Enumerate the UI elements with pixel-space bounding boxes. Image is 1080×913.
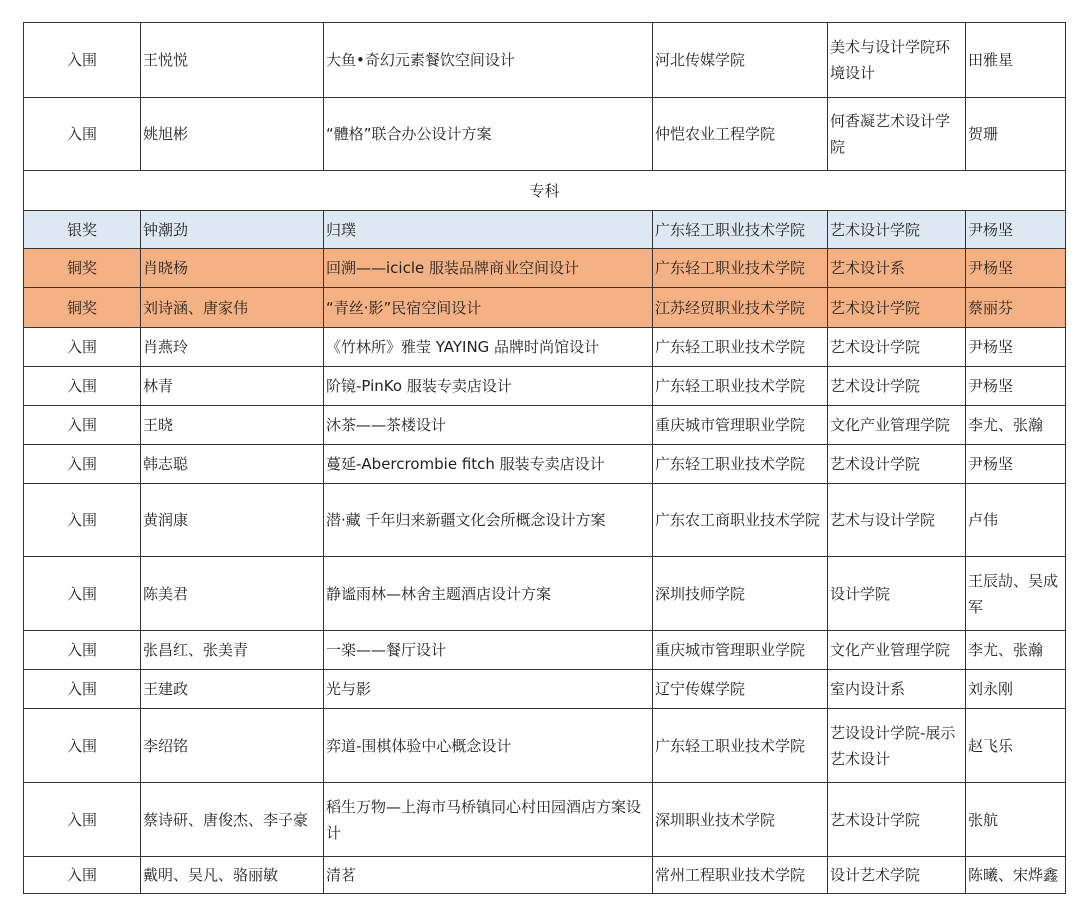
cell-work: 静谧雨林—林舍主题酒店设计方案 — [324, 557, 653, 631]
cell-school: 辽宁传媒学院 — [653, 670, 828, 709]
cell-school: 广东轻工职业技术学院 — [653, 709, 828, 783]
table-row — [24, 783, 1066, 857]
cell-dept: 文化产业管理学院 — [828, 406, 966, 445]
cell-work: 一楽——餐厅设计 — [324, 631, 653, 670]
cell-work: 潜·藏 千年归来新疆文化会所概念设计方案 — [324, 484, 653, 557]
cell-work: 阶镜-PinKo 服装专卖店设计 — [324, 367, 653, 406]
cell-advisor: 赵飞乐 — [966, 709, 1066, 783]
cell-school: 广东轻工职业技术学院 — [653, 328, 828, 367]
cell-dept: 设计艺术学院 — [828, 857, 966, 894]
table-row — [24, 249, 1066, 288]
cell-advisor: 张航 — [966, 783, 1066, 857]
cell-name: 张昌红、张美青 — [141, 631, 324, 670]
cell-school: 仲恺农业工程学院 — [653, 98, 828, 171]
cell-school: 广东轻工职业技术学院 — [653, 249, 828, 288]
cell-school: 江苏经贸职业技术学院 — [653, 288, 828, 328]
cell-name: 肖燕玲 — [141, 328, 324, 367]
cell-dept: 艺术与设计学院 — [828, 484, 966, 557]
table-row — [24, 367, 1066, 406]
cell-name: 肖晓杨 — [141, 249, 324, 288]
cell-name: 戴明、吴凡、骆丽敏 — [141, 857, 324, 894]
cell-work: 回溯——icicle 服装品牌商业空间设计 — [324, 249, 653, 288]
cell-advisor: 王辰劼、吴成军 — [966, 557, 1066, 631]
cell-name: 黄润康 — [141, 484, 324, 557]
cell-work: 大鱼•奇幻元素餐饮空间设计 — [324, 23, 653, 98]
table-row — [24, 98, 1066, 171]
cell-dept: 文化产业管理学院 — [828, 631, 966, 670]
table-row — [24, 406, 1066, 445]
cell-award: 入围 — [24, 557, 141, 631]
cell-name: 刘诗涵、唐家伟 — [141, 288, 324, 328]
cell-name: 林青 — [141, 367, 324, 406]
table-row — [24, 631, 1066, 670]
cell-award: 入围 — [24, 857, 141, 894]
cell-school: 河北传媒学院 — [653, 23, 828, 98]
cell-advisor: 尹杨坚 — [966, 249, 1066, 288]
cell-work: 归璞 — [324, 211, 653, 249]
cell-school: 常州工程职业技术学院 — [653, 857, 828, 894]
cell-advisor: 尹杨坚 — [966, 367, 1066, 406]
cell-dept: 设计学院 — [828, 557, 966, 631]
table-row — [24, 484, 1066, 557]
cell-award: 入围 — [24, 406, 141, 445]
cell-name: 钟潮劲 — [141, 211, 324, 249]
cell-award: 铜奖 — [24, 288, 141, 328]
cell-work: 弈道-围棋体验中心概念设计 — [324, 709, 653, 783]
cell-dept: 艺术设计学院 — [828, 367, 966, 406]
award-table — [23, 22, 1066, 894]
cell-award: 入围 — [24, 670, 141, 709]
cell-work: 清茗 — [324, 857, 653, 894]
cell-name: 陈美君 — [141, 557, 324, 631]
cell-school: 广东轻工职业技术学院 — [653, 211, 828, 249]
cell-advisor: 贺珊 — [966, 98, 1066, 171]
cell-award: 入围 — [24, 98, 141, 171]
cell-advisor: 卢伟 — [966, 484, 1066, 557]
table-row — [24, 709, 1066, 783]
cell-dept: 艺术设计学院 — [828, 288, 966, 328]
table-row — [24, 557, 1066, 631]
cell-award: 入围 — [24, 328, 141, 367]
cell-name: 王建政 — [141, 670, 324, 709]
cell-advisor: 尹杨坚 — [966, 445, 1066, 484]
cell-name: 蔡诗研、唐俊杰、李子豪 — [141, 783, 324, 857]
cell-award: 银奖 — [24, 211, 141, 249]
cell-dept: 美术与设计学院环境设计 — [828, 23, 966, 98]
table-row — [24, 288, 1066, 328]
cell-advisor: 尹杨坚 — [966, 211, 1066, 249]
table-row — [24, 211, 1066, 249]
cell-work: 稻生万物—上海市马桥镇同心村田园酒店方案设计 — [324, 783, 653, 857]
cell-work: 《竹林所》雅莹 YAYING 品牌时尚馆设计 — [324, 328, 653, 367]
cell-dept: 艺术设计学院 — [828, 328, 966, 367]
cell-award: 入围 — [24, 23, 141, 98]
table-row — [24, 328, 1066, 367]
cell-award: 入围 — [24, 367, 141, 406]
cell-school: 深圳技师学院 — [653, 557, 828, 631]
table-row — [24, 670, 1066, 709]
cell-name: 王悦悦 — [141, 23, 324, 98]
table-row — [24, 857, 1066, 894]
cell-work: “體格”联合办公设计方案 — [324, 98, 653, 171]
cell-advisor: 刘永刚 — [966, 670, 1066, 709]
cell-award: 入围 — [24, 631, 141, 670]
cell-name: 王晓 — [141, 406, 324, 445]
cell-school: 重庆城市管理职业学院 — [653, 406, 828, 445]
cell-award: 铜奖 — [24, 249, 141, 288]
cell-dept: 室内设计系 — [828, 670, 966, 709]
cell-dept: 何香凝艺术设计学院 — [828, 98, 966, 171]
cell-award: 入围 — [24, 445, 141, 484]
cell-advisor: 李尤、张瀚 — [966, 631, 1066, 670]
cell-work: 蔓延-Abercrombie fitch 服装专卖店设计 — [324, 445, 653, 484]
section-title: 专科 — [24, 171, 1066, 211]
cell-advisor: 蔡丽芬 — [966, 288, 1066, 328]
cell-dept: 艺术设计学院 — [828, 211, 966, 249]
cell-name: 李绍铭 — [141, 709, 324, 783]
table-row — [24, 445, 1066, 484]
cell-work: 沐茶——茶楼设计 — [324, 406, 653, 445]
cell-school: 重庆城市管理职业学院 — [653, 631, 828, 670]
cell-name: 姚旭彬 — [141, 98, 324, 171]
cell-advisor: 尹杨坚 — [966, 328, 1066, 367]
table-row — [24, 23, 1066, 98]
cell-advisor: 田雅星 — [966, 23, 1066, 98]
cell-school: 广东轻工职业技术学院 — [653, 445, 828, 484]
cell-advisor: 李尤、张瀚 — [966, 406, 1066, 445]
cell-dept: 艺术设计系 — [828, 249, 966, 288]
cell-name: 韩志聪 — [141, 445, 324, 484]
cell-advisor: 陈曦、宋烨鑫 — [966, 857, 1066, 894]
cell-award: 入围 — [24, 783, 141, 857]
cell-school: 深圳职业技术学院 — [653, 783, 828, 857]
cell-award: 入围 — [24, 709, 141, 783]
cell-award: 入围 — [24, 484, 141, 557]
cell-school: 广东农工商职业技术学院 — [653, 484, 828, 557]
cell-school: 广东轻工职业技术学院 — [653, 367, 828, 406]
cell-work: “青丝·影”民宿空间设计 — [324, 288, 653, 328]
cell-dept: 艺术设计学院 — [828, 783, 966, 857]
cell-dept: 艺术设计学院 — [828, 445, 966, 484]
cell-work: 光与影 — [324, 670, 653, 709]
cell-dept: 艺设设计学院-展示艺术设计 — [828, 709, 966, 783]
